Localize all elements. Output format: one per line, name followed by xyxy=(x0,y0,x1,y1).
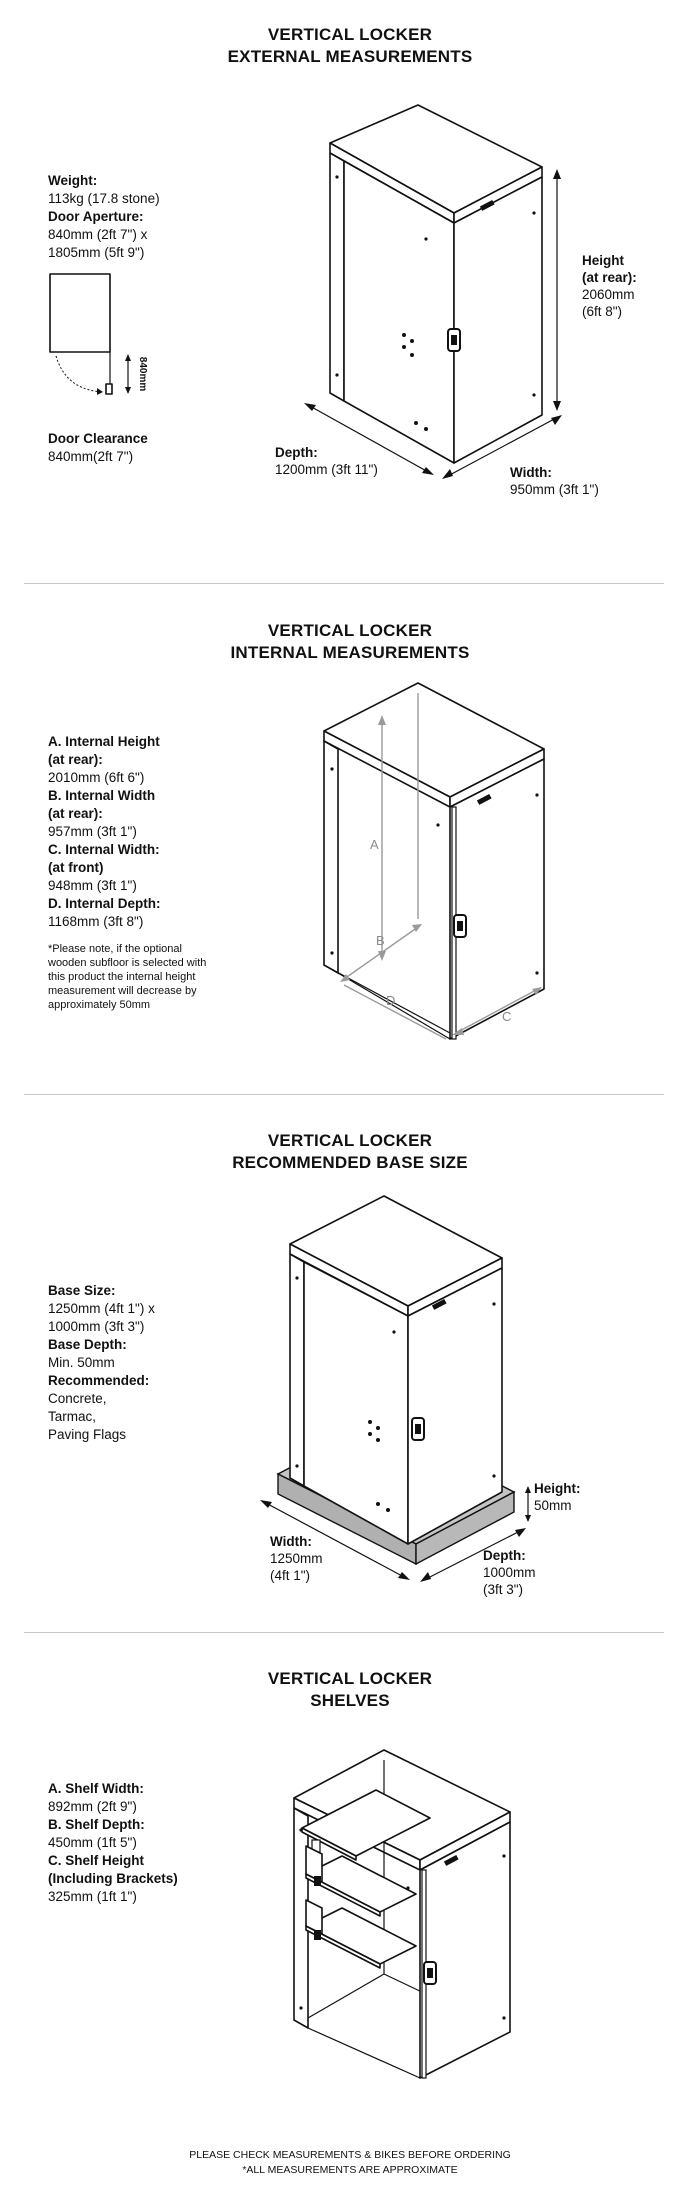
base-depth-value: Min. 50mm xyxy=(48,1355,115,1370)
shelf-c-label-2: (Including Brackets) xyxy=(48,1871,178,1886)
internal-b-label-2: (at rear): xyxy=(48,806,103,821)
base-width-value-1: 1250mm xyxy=(270,1551,323,1566)
internal-note: *Please note, if the optional wooden subfloor is selected with this product the internal height measurement will decrease by approximately 50mm xyxy=(48,943,207,1011)
shelves-title xyxy=(0,1668,700,1712)
height-value-1: 2060mm xyxy=(582,287,635,302)
base-title-line1: VERTICAL LOCKER xyxy=(267,1131,433,1150)
shelf-c-label-1: C. Shelf Height xyxy=(48,1853,145,1868)
width-label-block xyxy=(510,464,599,498)
divider-1 xyxy=(24,583,664,584)
internal-right-side xyxy=(450,759,544,1039)
internal-a-value: 2010mm (6ft 6") xyxy=(48,770,145,785)
base-height-block xyxy=(534,1480,581,1514)
height-label-block xyxy=(582,252,637,320)
base-height-label: Height: xyxy=(534,1481,581,1496)
internal-locker-drawing xyxy=(322,683,552,1043)
depth-value: 1200mm (3ft 11") xyxy=(275,462,378,477)
shelf-b-value: 450mm (1ft 5") xyxy=(48,1835,137,1850)
width-label: Width: xyxy=(510,465,552,480)
base-width-label: Width: xyxy=(270,1534,312,1549)
clearance-specs xyxy=(48,430,223,466)
base-size-value-1: 1250mm (4ft 1") x xyxy=(48,1301,155,1316)
base-width-block xyxy=(270,1533,323,1584)
shelves-specs xyxy=(48,1780,223,1906)
base-specs xyxy=(48,1282,223,1444)
aperture-value-2: 1805mm (5ft 9") xyxy=(48,245,145,260)
base-height-value: 50mm xyxy=(534,1498,572,1513)
internal-title-line2: INTERNAL MEASUREMENTS xyxy=(230,643,470,662)
shelves-locker-drawing xyxy=(292,1750,522,2080)
divider-2 xyxy=(24,1094,664,1095)
depth-label-block xyxy=(275,444,378,478)
height-value-2: (6ft 8") xyxy=(582,304,623,319)
base-bdepth-value-2: (3ft 3") xyxy=(483,1582,524,1597)
shelf-c-value: 325mm (1ft 1") xyxy=(48,1889,137,1904)
weight-label: Weight: xyxy=(48,173,98,188)
base-bdepth-value-1: 1000mm xyxy=(483,1565,536,1580)
external-title xyxy=(0,24,700,68)
base-depth-block xyxy=(483,1547,536,1598)
shelf-b-label: B. Shelf Depth: xyxy=(48,1817,145,1832)
base-bdepth-label: Depth: xyxy=(483,1548,526,1563)
internal-letter-b: B xyxy=(376,933,385,948)
shelves-title-line2: SHELVES xyxy=(310,1691,390,1710)
internal-a-label-2: (at rear): xyxy=(48,752,103,767)
internal-letter-c: C xyxy=(502,1009,512,1024)
internal-a-label-1: A. Internal Height xyxy=(48,734,160,749)
internal-c-label-1: C. Internal Width: xyxy=(48,842,160,857)
footer-line-2: *ALL MEASUREMENTS ARE APPROXIMATE xyxy=(242,2164,458,2176)
internal-title xyxy=(0,620,700,664)
clearance-value: 840mm(2ft 7") xyxy=(48,449,134,464)
locker-right-side xyxy=(454,177,542,463)
base-width-value-2: (4ft 1") xyxy=(270,1568,311,1583)
base-rec-1: Concrete, xyxy=(48,1391,107,1406)
base-rec-3: Paving Flags xyxy=(48,1427,127,1442)
shelves-title-line1: VERTICAL LOCKER xyxy=(267,1669,433,1688)
height-label-1: Height xyxy=(582,253,624,268)
base-rec-2: Tarmac, xyxy=(48,1409,97,1424)
width-value: 950mm (3ft 1") xyxy=(510,482,599,497)
door-swing-arc xyxy=(56,356,103,392)
internal-c-value: 948mm (3ft 1") xyxy=(48,878,137,893)
external-specs xyxy=(48,172,223,262)
footer xyxy=(0,2148,700,2178)
clearance-label: Door Clearance xyxy=(48,431,148,446)
footer-line-1: PLEASE CHECK MEASUREMENTS & BIKES BEFORE ORDERING xyxy=(189,2149,511,2161)
internal-letter-a: A xyxy=(370,837,379,852)
internal-title-line1: VERTICAL LOCKER xyxy=(267,621,433,640)
aperture-label: Door Aperture: xyxy=(48,209,144,224)
locker-left-side xyxy=(330,153,344,401)
depth-label: Depth: xyxy=(275,445,318,460)
door-panel xyxy=(50,274,110,352)
base-rec-label: Recommended: xyxy=(48,1373,150,1388)
base-size-value-2: 1000mm (3ft 3") xyxy=(48,1319,145,1334)
base-locker-drawing xyxy=(278,1186,568,1586)
external-locker-drawing xyxy=(320,105,580,465)
base-title-line2: RECOMMENDED BASE SIZE xyxy=(232,1153,468,1172)
door-dimension: 840mm xyxy=(137,356,148,392)
internal-d-label: D. Internal Depth: xyxy=(48,896,161,911)
base-size-label: Base Size: xyxy=(48,1283,116,1298)
shelf-a-label: A. Shelf Width: xyxy=(48,1781,144,1796)
internal-c-label-2: (at front) xyxy=(48,860,104,875)
aperture-value-1: 840mm (2ft 7") x xyxy=(48,227,148,242)
internal-specs xyxy=(48,733,223,931)
internal-letter-d: D xyxy=(386,993,396,1008)
internal-b-label-1: B. Internal Width xyxy=(48,788,156,803)
internal-back-panel xyxy=(324,741,338,973)
height-label-2: (at rear): xyxy=(582,270,637,285)
shelf-a-value: 892mm (2ft 9") xyxy=(48,1799,137,1814)
internal-d-value: 1168mm (3ft 8") xyxy=(48,914,144,929)
weight-value: 113kg (17.8 stone) xyxy=(48,191,160,206)
base-title xyxy=(0,1130,700,1174)
base-depth-label: Base Depth: xyxy=(48,1337,127,1352)
internal-b-value: 957mm (3ft 1") xyxy=(48,824,137,839)
external-title-line1: VERTICAL LOCKER xyxy=(267,25,433,44)
divider-3 xyxy=(24,1632,664,1633)
door-clearance-diagram xyxy=(48,272,168,442)
external-title-line2: EXTERNAL MEASUREMENTS xyxy=(227,47,473,66)
